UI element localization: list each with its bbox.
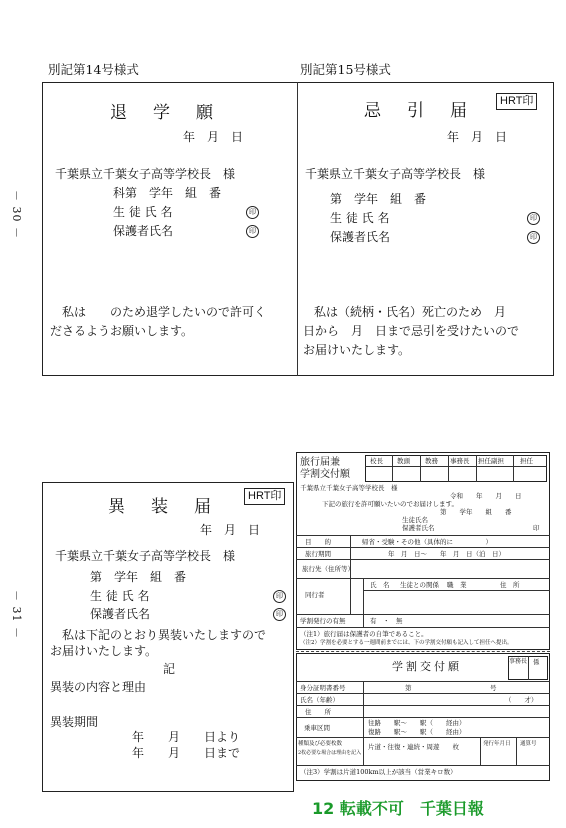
issue-number-col: 通算号 <box>520 741 537 747</box>
footer-credit: 12 転載不可 千葉日報 <box>312 799 484 818</box>
form15-student-label: 生 徒 氏 名 <box>330 211 390 225</box>
form-iso-guardian-seal: 印 <box>273 608 286 621</box>
form14-student-seal: 印 <box>246 206 259 219</box>
route-go: 往路 駅～ 駅（ 経由） <box>368 719 466 727</box>
form-iso-hrt-stamp: HRT印 <box>244 488 285 505</box>
form15-guardian-seal: 印 <box>527 231 540 244</box>
form15-body-3: お届けいたします。 <box>303 343 411 357</box>
gakuwari-note-3: （注3）学割は片道100km以上が該当（営業キロ数） <box>300 768 457 776</box>
travel-note-1: （注1）旅行届は保護者の自筆であること。 <box>300 630 428 638</box>
form-iso-ki: 記 <box>163 662 176 676</box>
form14-body-1: 私は のため退学したいので許可く <box>62 305 267 319</box>
travel-request: 下記の旅行を許可願いたいのでお届けします。 <box>322 500 458 508</box>
form-iso-body-1: 私は下記のとおり異装いたしますので <box>62 628 267 642</box>
form15-date: 年 月 日 <box>447 130 508 144</box>
purpose-value: 帰省・受験・その他（具体的に ） <box>362 538 492 546</box>
id-value-1: 第 <box>405 684 412 692</box>
form-iso-date: 年 月 日 <box>200 523 261 537</box>
id-value-2: 号 <box>490 684 497 692</box>
approval-vice: 教頭 <box>397 457 410 465</box>
form14-addressee: 千葉県立千葉女子高等学校長 様 <box>55 167 236 181</box>
discount-value: 有 ・ 無 <box>370 617 403 625</box>
companion-label: 同行者 <box>305 591 325 599</box>
form-iso-addressee: 千葉県立千葉女子高等学校長 様 <box>55 549 236 563</box>
form15-body-1: 私は（続柄・氏名）死亡のため 月 <box>314 305 507 319</box>
form14-title: 退学願 <box>110 103 239 123</box>
form14-caption: 別記第14号様式 <box>48 62 139 77</box>
form15-caption: 別記第15号様式 <box>300 62 391 77</box>
page-number-bottom: － 31 － <box>10 590 23 639</box>
companion-col-address: 住 所 <box>500 581 520 589</box>
form14-class-line: 科第 学年 組 番 <box>113 186 222 200</box>
form15-body-2: 日から 月 日まで忌引を受けたいので <box>303 324 520 338</box>
form-iso-title: 異装届 <box>108 497 237 517</box>
period-value: 年 月 日～ 年 月 日（泊 日） <box>388 550 505 558</box>
form-iso-period-from: 年 月 日より <box>132 730 241 744</box>
travel-school: 千葉県立千葉女子高等学校長 様 <box>300 484 398 492</box>
type-value: 片道・往復・連続・周遊 枚 <box>368 743 459 751</box>
route-label: 乗車区間 <box>304 724 330 732</box>
companion-col-relation: 生徒との関係 <box>400 581 439 589</box>
name-label: 氏名（年齢） <box>300 696 339 704</box>
issue-date-col: 発行年月日 <box>483 741 511 747</box>
form15-class-line: 第 学年 組 番 <box>330 192 427 206</box>
travel-student: 生徒氏名 <box>402 516 428 524</box>
form15-student-seal: 印 <box>527 212 540 225</box>
approval-homeroom: 担任 <box>520 457 533 465</box>
form-iso-student-seal: 印 <box>273 590 286 603</box>
form-iso-student-label: 生 徒 氏 名 <box>90 589 150 603</box>
companion-col-name: 氏 名 <box>370 581 390 589</box>
approval-subhomeroom: 担任副担 <box>478 457 504 465</box>
id-label: 身分証明書番号 <box>300 684 346 692</box>
gakuwari-title: 学割交付願 <box>392 660 462 673</box>
form14-student-label: 生 徒 氏 名 <box>113 205 173 219</box>
form15-hrt-stamp: HRT印 <box>496 93 537 110</box>
period-label: 旅行期間 <box>305 550 331 558</box>
form14-body-2: ださるようお願いします。 <box>50 324 194 338</box>
travel-guardian: 保護者氏名 <box>402 524 435 532</box>
travel-title-2: 学割交付願 <box>300 469 350 480</box>
type-label: 種類及び必要枚数 <box>298 741 343 747</box>
purpose-label: 目 的 <box>305 538 331 546</box>
form-iso-body-2: お届けいたします。 <box>50 644 158 658</box>
route-back: 復路 駅～ 駅（ 経由） <box>368 728 466 736</box>
form-iso-period-to: 年 月 日まで <box>132 746 241 760</box>
approval-principal: 校長 <box>370 457 383 465</box>
form-iso-class-line: 第 学年 組 番 <box>90 570 187 584</box>
travel-class-line: 第 学年 組 番 <box>440 508 512 516</box>
form-iso-guardian-label: 保護者氏名 <box>90 607 151 621</box>
destination-label: 旅行先（住所等） <box>302 565 354 573</box>
travel-date-line: 令和 年 月 日 <box>450 492 522 500</box>
form-iso-content-label: 異装の内容と理由 <box>50 680 147 694</box>
page-number-top: － 30 － <box>10 190 23 239</box>
top-forms-divider <box>297 82 298 376</box>
discount-label: 学割発行の有無 <box>300 617 346 625</box>
companion-col-job: 職 業 <box>447 581 467 589</box>
gakuwari-clerk: 事務長 <box>509 658 528 665</box>
approval-academic: 教務 <box>425 457 438 465</box>
gakuwari-stamp: 係 <box>533 658 540 666</box>
travel-note-2: （注2）学割を必要とする一週間前までには、下の学割交付願も記入して担任へ提出。 <box>300 640 513 646</box>
cut-line <box>296 651 550 652</box>
form14-guardian-seal: 印 <box>246 225 259 238</box>
form15-guardian-label: 保護者氏名 <box>330 230 391 244</box>
type-note: 2枚必要な場合は理由を記入 <box>298 750 362 756</box>
form14-date: 年 月 日 <box>183 130 244 144</box>
name-value: （ 才） <box>505 696 538 704</box>
travel-title-1: 旅行届兼 <box>300 457 340 468</box>
approval-office: 事務長 <box>450 457 470 465</box>
travel-seal: 印 <box>533 524 540 532</box>
form14-guardian-label: 保護者氏名 <box>113 224 174 238</box>
form15-addressee: 千葉県立千葉女子高等学校長 様 <box>305 167 486 181</box>
form15-title: 忌引届 <box>364 101 493 121</box>
addr-label: 住 所 <box>305 708 331 716</box>
form-iso-period-label: 異装期間 <box>50 715 99 729</box>
